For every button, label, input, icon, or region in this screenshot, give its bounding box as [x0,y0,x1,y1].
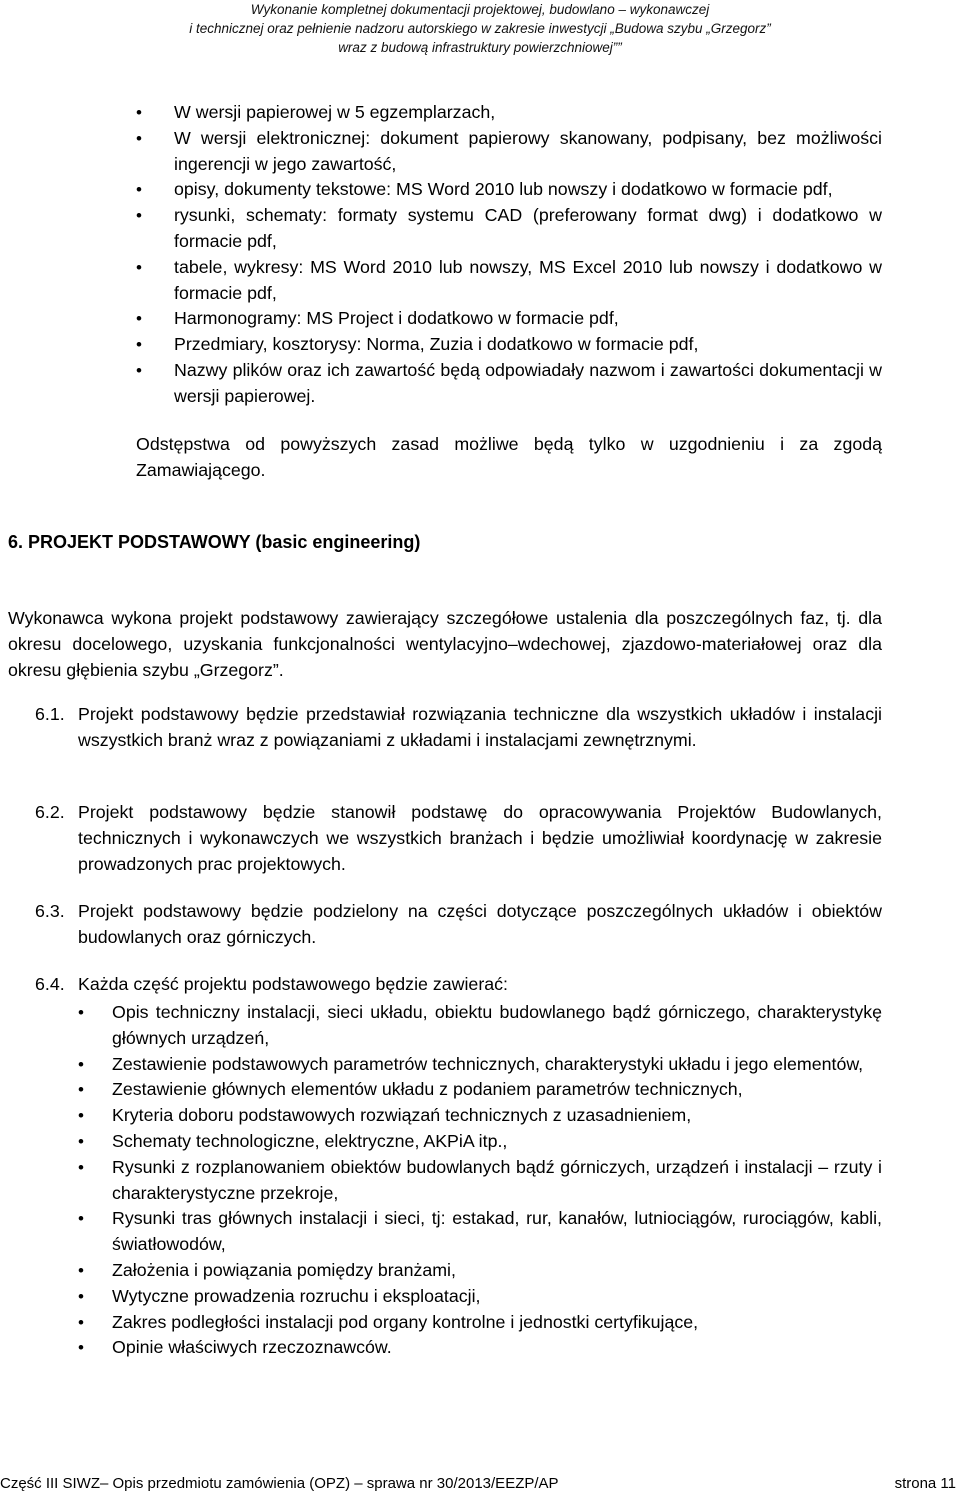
header-line-1: Wykonanie kompletnej dokumentacji projektowej, budowlano – wykonawczej [250,2,710,17]
list-item: • Zestawienie głównych elementów układu z podaniem parametrów technicznych, [0,1077,960,1103]
list-item: • Rysunki z rozplanowaniem obiektów budowlanych bądź górniczych, urządzeń i instalacji – rzuty i charakterystyczne przekroje, [0,1155,960,1207]
list-item: • rysunki, schematy: formaty systemu CAD (preferowany format dwg) i dodatkowo w formacie pdf, [0,203,960,255]
list-item: • Opis techniczny instalacji, sieci układu, obiektu budowlanego bądź górniczego, charakterystykę głównych urządzeń, [0,1000,960,1052]
format-requirements-list [0,100,960,410]
page-content [0,100,960,410]
list-item: • W wersji papierowej w 5 egzemplarzach, [0,100,960,126]
list-item: • W wersji elektronicznej: dokument papierowy skanowany, podpisany, bez możliwości ingerencji w jego zawartość, [0,126,960,178]
list-item: • Zakres podległości instalacji pod organy kontrolne i jednostki certyfikujące, [0,1310,960,1336]
paragraph-text: Projekt podstawowy będzie stanowił podstawę do opracowywania Projektów Budowlanych, technicznych i wykonawczych we wszystkich branżach i będzie umożliwiał koordynację w zakresie prowadzonych prac projektowych. [78,802,882,874]
list-item: • tabele, wykresy: MS Word 2010 lub nowszy, MS Excel 2010 lub nowszy i dodatkowo w formacie pdf, [0,255,960,307]
list-item: • Rysunki tras głównych instalacji i sieci, tj: estakad, rur, kanałów, lutniociągów, rurociągów, kabli, światłowodów, [0,1206,960,1258]
paragraph-text: Projekt podstawowy będzie podzielony na części dotyczące poszczególnych układów i obiektów budowlanych oraz górniczych. [78,901,882,947]
section-heading: 6. PROJEKT PODSTAWOWY (basic engineering) [8,532,421,552]
project-contents-list [0,1000,960,1361]
list-item: • Założenia i powiązania pomiędzy branżami, [0,1258,960,1284]
list-item: • Schematy technologiczne, elektryczne, AKPiA itp., [0,1129,960,1155]
list-item: • Przedmiary, kosztorysy: Norma, Zuzia i dodatkowo w formacie pdf, [0,332,960,358]
paragraph-number: 6.1. [35,704,65,724]
list-item: • Nazwy plików oraz ich zawartość będą odpowiadały nazwom i zawartości dokumentacji w wersji papierowej. [0,358,960,410]
paragraph-text: Każda część projektu podstawowego będzie zawierać: [78,974,508,994]
list-item: • Wytyczne prowadzenia rozruchu i eksploatacji, [0,1284,960,1310]
footer-document-reference: Część III SIWZ– Opis przedmiotu zamówienia (OPZ) – sprawa nr 30/2013/EEZP/AP [0,1475,559,1492]
numbered-paragraph-6-3 [35,899,882,951]
header-line-2: i technicznej oraz pełnienie nadzoru autorskiego w zakresie inwestycji „Budowa szybu „Grzegorz” [189,21,771,36]
page-number: strona 11 [894,1475,956,1492]
paragraph-number: 6.2. [35,802,65,822]
deviation-note: Odstępstwa od powyższych zasad możliwe będą tylko w uzgodnieniu i za zgodą Zamawiającego. [136,434,882,480]
numbered-paragraph-6-4 [35,972,882,998]
paragraph-number: 6.4. [35,974,65,994]
numbered-paragraph-6-1 [35,702,882,754]
paragraph-text: Projekt podstawowy będzie przedstawiał rozwiązania techniczne dla wszystkich układów i instalacji wszystkich branż wraz z powiązaniami z układami i instalacjami zewnętrznymi. [78,704,882,750]
list-item: • opisy, dokumenty tekstowe: MS Word 2010 lub nowszy i dodatkowo w formacie pdf, [0,177,960,203]
header-line-3: wraz z budową infrastruktury powierzchniowej”” [338,40,622,55]
paragraph-number: 6.3. [35,901,65,921]
page-header [0,0,960,57]
list-item: • Opinie właściwych rzeczoznawców. [0,1335,960,1361]
section-intro: Wykonawca wykona projekt podstawowy zawierający szczegółowe ustalenia dla poszczególnych faz, tj. dla okresu docelowego, uzyskania funkcjonalności wentylacyjno–wdechowej, zjazdowo-materiałowej oraz dla okresu głębienia szybu „Grzegorz”. [8,608,882,680]
list-item: • Harmonogramy: MS Project i dodatkowo w formacie pdf, [0,306,960,332]
list-item: • Zestawienie podstawowych parametrów technicznych, charakterystyki układu i jego elementów, [0,1052,960,1078]
list-item: • Kryteria doboru podstawowych rozwiązań technicznych z uzasadnieniem, [0,1103,960,1129]
page-footer [0,1474,960,1496]
numbered-paragraph-6-2 [35,800,882,877]
